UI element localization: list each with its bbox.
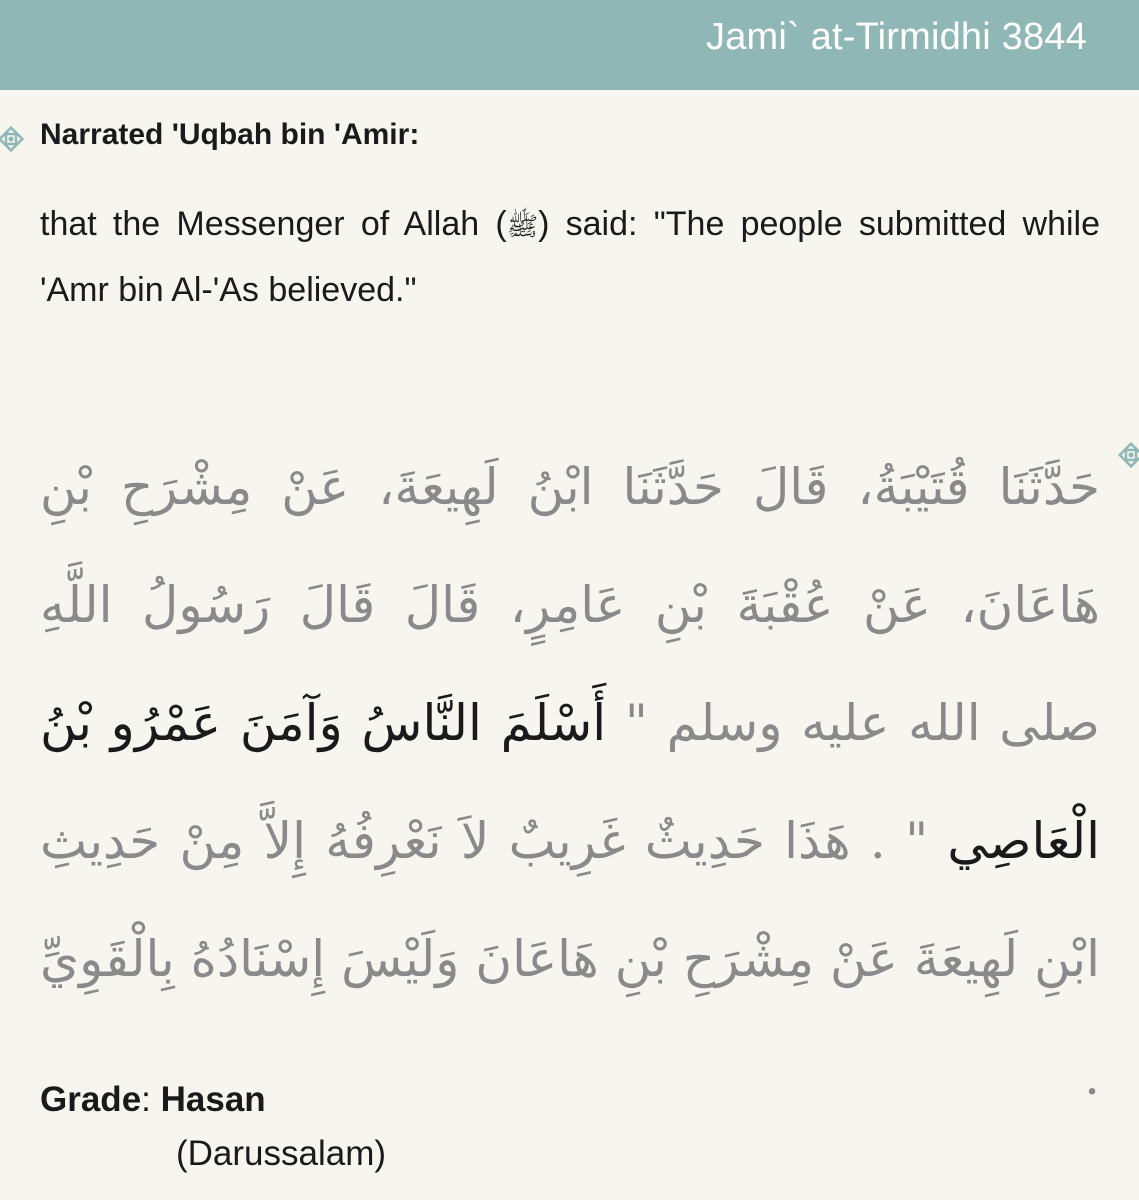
hadith-reference-title: Jami` at-Tirmidhi 3844 xyxy=(706,16,1087,58)
arabic-isnad: حَدَّثَنَا قُتَيْبَةُ، قَالَ حَدَّثَنَا ابْنُ لَهِيعَةَ، عَنْ مِشْرَحِ بْنِ هَاعَانَ، عَنْ عُقْبَةَ بْنِ عَامِرٍ، قَالَ قَالَ رَسُولُ اللَّهِ صلى الله عليه وسلم " xyxy=(40,458,1100,752)
arabic-commentary: " . هَذَا حَدِيثٌ غَرِيبٌ لاَ نَعْرِفُهُ إِلاَّ مِنْ حَدِيثِ ابْنِ لَهِيعَةَ عَنْ مِشْرَحِ بْنِ هَاعَانَ وَلَيْسَ إِسْنَادُهُ بِالْقَوِيِّ . xyxy=(40,812,1100,1106)
grade-label: Grade xyxy=(40,1080,142,1119)
narrator-line: Narrated 'Uqbah bin 'Amir: xyxy=(40,118,420,151)
english-text-before: that the Messenger of Allah ( xyxy=(40,205,507,243)
grade-value: Hasan xyxy=(160,1080,266,1119)
english-translation xyxy=(40,193,1100,322)
header-bar xyxy=(0,0,1139,90)
english-text-after: ) said: "The people submitted while 'Amr bin Al-'As believed." xyxy=(40,205,1100,309)
arabic-text xyxy=(40,428,1100,1136)
honorific-glyph: ﷺ xyxy=(506,212,539,242)
grade-source: (Darussalam) xyxy=(176,1134,387,1173)
grade-separator: : xyxy=(141,1080,161,1119)
right-ornament-icon xyxy=(1116,440,1139,470)
arabic-matn-quote: أَسْلَمَ النَّاسُ وَآمَنَ عَمْرُو بْنُ الْعَاصِي xyxy=(40,694,1100,870)
left-ornament-icon xyxy=(0,124,26,154)
grade-line xyxy=(40,1080,266,1120)
